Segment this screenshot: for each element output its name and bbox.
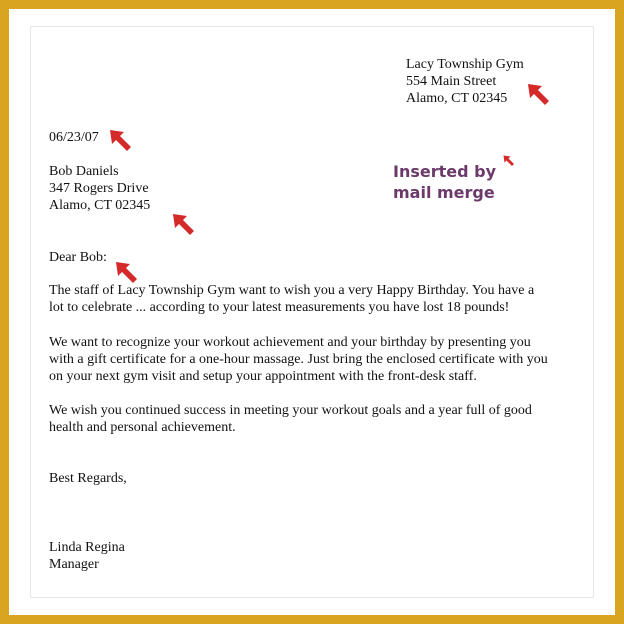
arrow-icon-small — [503, 155, 515, 167]
arrow-icon-salutation — [115, 261, 139, 285]
sender-street: 554 Main Street — [406, 74, 497, 89]
arrow-icon-date — [109, 129, 133, 153]
signature-title: Manager — [49, 557, 99, 572]
salutation: Dear Bob: — [49, 250, 107, 265]
signature-name: Linda Regina — [49, 540, 125, 555]
annotation-line-2: mail merge — [393, 183, 495, 202]
arrow-icon-sender — [527, 83, 551, 107]
body-line: We want to recognize your workout achievement and your birthday by presenting you — [49, 335, 531, 350]
closing: Best Regards, — [49, 471, 127, 486]
sender-name: Lacy Township Gym — [406, 57, 524, 72]
recipient-name: Bob Daniels — [49, 164, 119, 179]
body-line: The staff of Lacy Township Gym want to wish you a very Happy Birthday. You have a — [49, 283, 535, 298]
recipient-street: 347 Rogers Drive — [49, 181, 149, 196]
body-line: lot to celebrate ... according to your latest measurements you have lost 18 pounds! — [49, 300, 510, 315]
body-line: on your next gym visit and setup your appointment with the front-desk staff. — [49, 369, 477, 384]
annotation-line-1: Inserted by — [393, 162, 497, 181]
letter-date: 06/23/07 — [49, 130, 99, 145]
mail-merge-annotation — [393, 161, 496, 203]
body-line: with a gift certificate for a one-hour massage. Just bring the enclosed certificate with you — [49, 352, 548, 367]
arrow-icon-recipient — [172, 213, 196, 237]
recipient-city: Alamo, CT 02345 — [49, 198, 151, 213]
sender-city: Alamo, CT 02345 — [406, 91, 508, 106]
body-line: health and personal achievement. — [49, 420, 236, 435]
body-line: We wish you continued success in meeting your workout goals and a year full of good — [49, 403, 532, 418]
